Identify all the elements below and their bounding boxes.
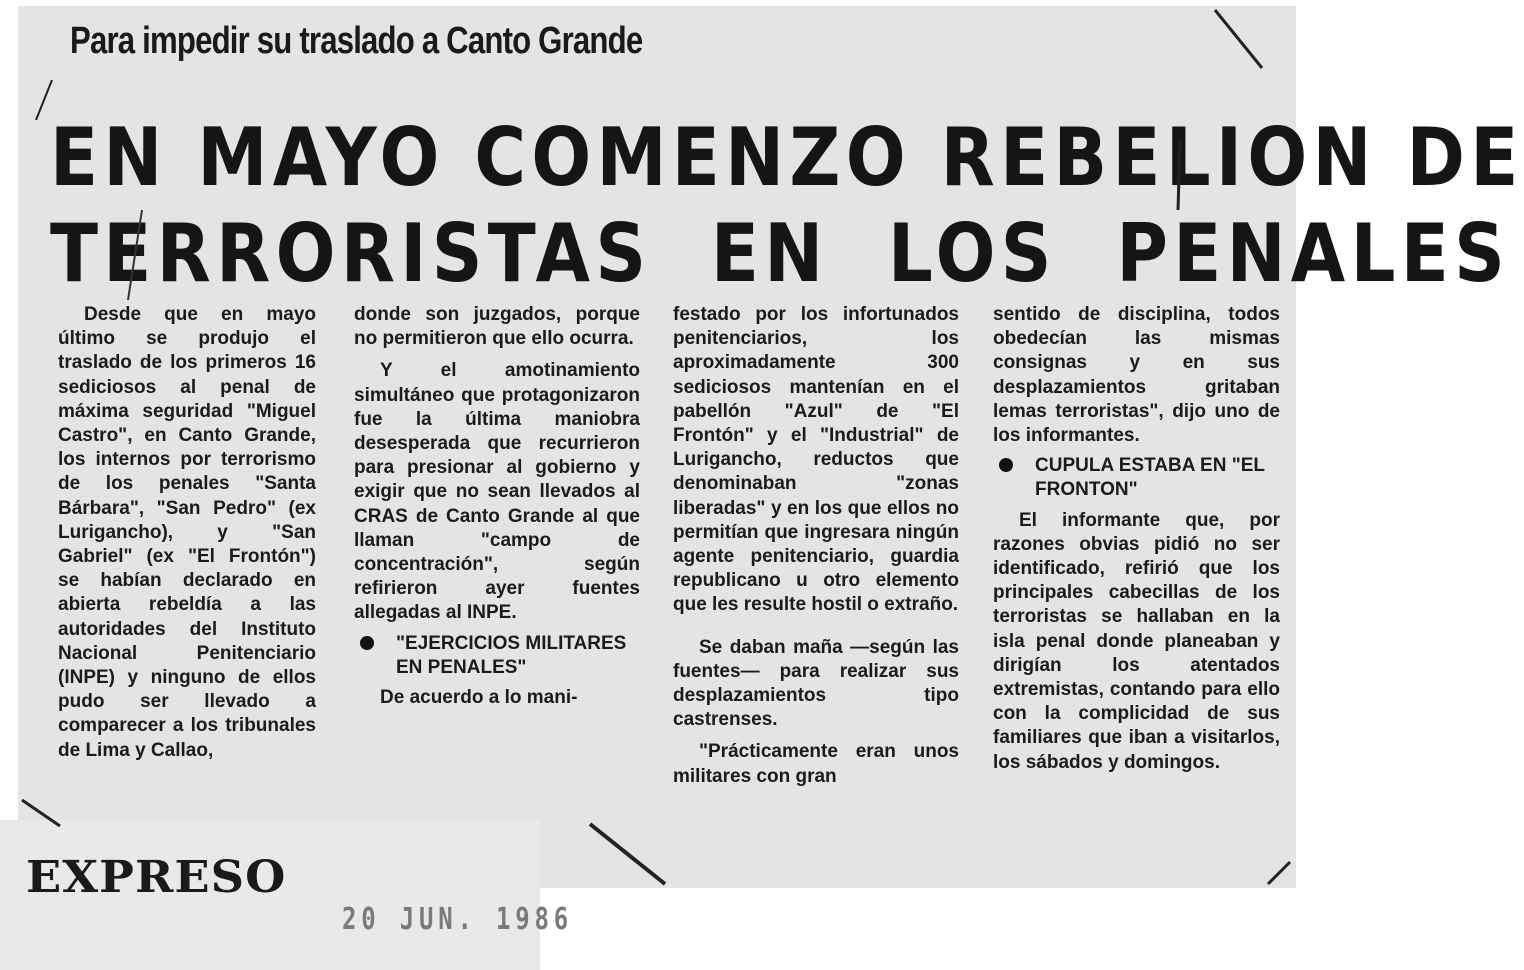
headline-line-1: EN MAYO COMENZO REBELION DE	[50, 111, 1524, 204]
article-column-1	[58, 303, 316, 763]
column-4-paragraph-1: sentido de disciplina, todos obedecían las mismas consignas y en sus desplazamientos gritaban lemas terroristas", dijo uno de los informantes.	[993, 304, 1280, 447]
article-headline	[50, 110, 1524, 302]
column-2-paragraph-1: donde son juzgados, porque no permitieron que ello ocurra.	[354, 304, 640, 350]
article-column-3	[673, 303, 959, 789]
article-column-2	[354, 303, 640, 710]
subhead-cupula-text: CUPULA ESTABA EN "EL FRONTON"	[1035, 455, 1265, 501]
column-2-paragraph-2: Y el amotinamiento simultáneo que protagonizaron fue la última maniobra desesperada que recurrieron para presionar al gobierno y exigir que no sean llevados al CRAS de Canto Grande al que llaman "campo de concentración", según refirieron ayer fuentes allegadas al INPE.	[354, 360, 640, 624]
bullet-icon	[999, 458, 1013, 472]
article-kicker: Para impedir su traslado a Canto Grande	[70, 20, 643, 62]
date-stamp: 20 JUN. 1986	[342, 902, 573, 937]
headline-line-2: TERRORISTAS EN LOS PENALES	[50, 207, 1511, 300]
column-2-paragraph-3: De acuerdo a lo mani-	[380, 687, 578, 709]
subhead-ejercicios	[354, 632, 640, 680]
subhead-cupula	[993, 454, 1280, 502]
column-3-paragraph-2: Se daban maña —según las fuentes— para realizar sus desplazamientos tipo castrenses.	[673, 636, 959, 731]
subhead-ejercicios-text: "EJERCICIOS MILITARES EN PENALES"	[396, 632, 627, 678]
newspaper-masthead: EXPRESO	[26, 852, 287, 903]
column-1-paragraph-1: Desde que en mayo último se produjo el traslado de los primeros 16 sediciosos al penal de máxima seguridad "Miguel Castro", en Canto Grande, los internos por terrorismo de los penales "Santa Bárbara", "San Pedro" (ex Lurigancho), y "San Gabriel" (ex "El Frontón") se habían declarado en abierta rebeldía a las autoridades del Instituto Nacional Penitenciario (INPE) y ninguno de ellos pudo ser llevado a comparecer a los tribunales de Lima y Callao,	[58, 304, 316, 761]
article-column-4	[993, 303, 1280, 775]
bullet-icon	[360, 636, 374, 650]
column-3-paragraph-1: festado por los infortunados penitenciarios, los aproximadamente 300 sediciosos mantenían en el pabellón "Azul" de "El Frontón" y el "Industrial" de Lurigancho, reductos que denominaban "zonas liberadas" y en los que ellos no permitían que ingresara ningún agente penitenciario, guardia republicano u otro elemento que les resulte hostil o extraño.	[673, 304, 959, 616]
column-3-paragraph-3: "Prácticamente eran unos militares con gran	[673, 741, 959, 787]
column-4-paragraph-2: El informante que, por razones obvias pidió no ser identificado, refirió que los principales cabecillas de los terroristas se hallaban en la isla penal donde planeaban y dirigían los atentados extremistas, contando para ello con la complicidad de sus familiares que iban a visitarlos, los sábados y domingos.	[993, 509, 1280, 773]
